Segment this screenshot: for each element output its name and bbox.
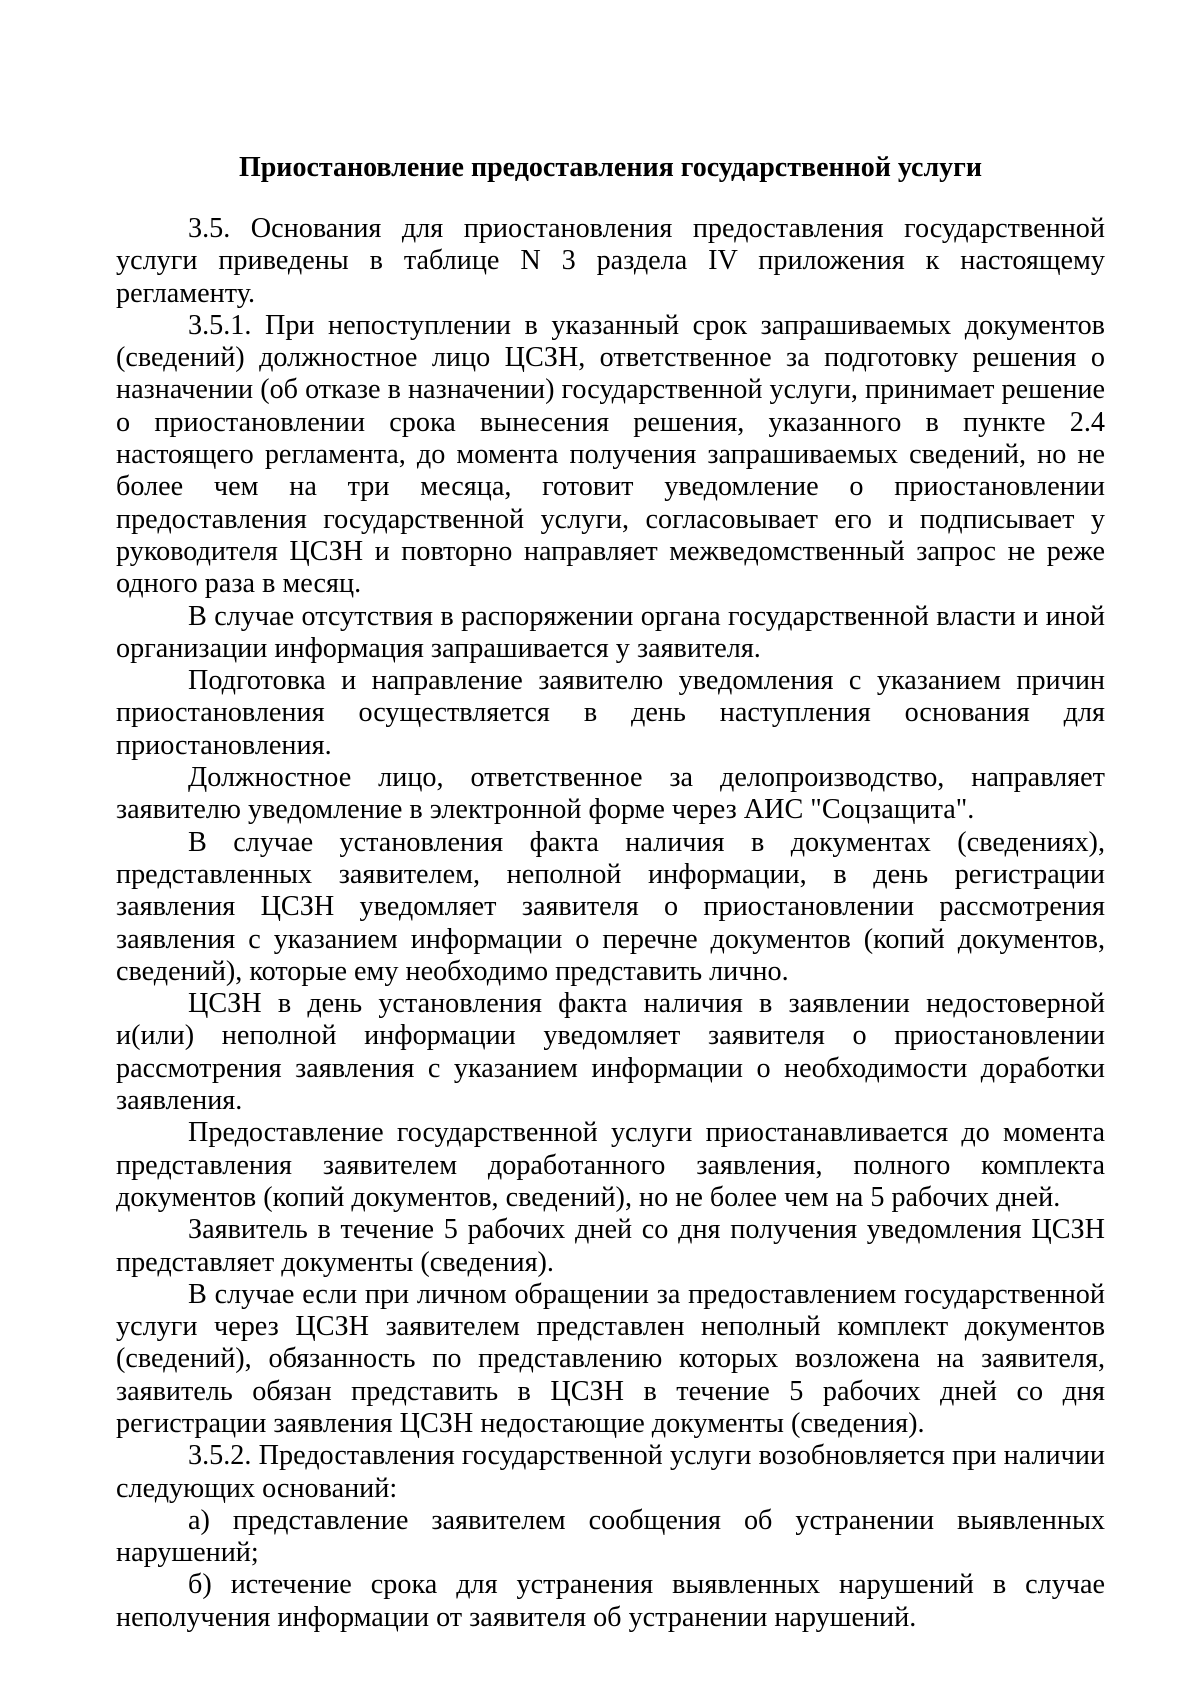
- list-item-a: а) представление заявителем сообщения об устранении выявленных нарушений;: [116, 1504, 1105, 1569]
- paragraph-electronic-notice: Должностное лицо, ответственное за делопроизводство, направляет заявителю уведомление в электронной форме через АИС "Соцзащита".: [116, 762, 1105, 826]
- document-title: Приостановление предоставления государственной услуги: [238, 152, 983, 183]
- paragraph-suspension-period: Предоставление государственной услуги приостанавливается до момента представления заявителем доработанного заявления, полного комплекта документов (копий документов, сведений), но не более чем на 5 рабочих дней.: [116, 1117, 1105, 1213]
- paragraph-personal-appeal: В случае если при личном обращении за предоставлением государственной услуги через ЦСЗН заявителем представлен неполный комплект документов (сведений), обязанность по представлению которых возложена на заявителя, заявитель обязан представить в ЦСЗН в течение 5 рабочих дней со дня регистрации заявления ЦСЗН недостающие документы (сведения).: [116, 1278, 1105, 1439]
- paragraph-3-5-1: 3.5.1. При непоступлении в указанный срок запрашиваемых документов (сведений) должностное лицо ЦСЗН, ответственное за подготовку решения о назначении (об отказе в назначении) государственной услуги, принимает решение о приостановлении срока вынесения решения, указанного в пункте 2.4 настоящего регламента, до момента получения запрашиваемых сведений, но не более чем на три месяца, готовит уведомление о приостановлении предоставления государственной услуги, согласовывает его и подписывает у руководителя ЦСЗН и повторно направляет межведомственный запрос не реже одного раза в месяц.: [116, 309, 1105, 600]
- paragraph-applicant-submission: Заявитель в течение 5 рабочих дней со дня получения уведомления ЦСЗН представляет документы (сведения).: [116, 1214, 1105, 1278]
- paragraph-info-request: В случае отсутствия в распоряжении органа государственной власти и иной организации информация запрашивается у заявителя.: [116, 600, 1105, 664]
- paragraph-unreliable-info: ЦСЗН в день установления факта наличия в заявлении недостоверной и(или) неполной информации уведомляет заявителя о приостановлении рассмотрения заявления с указанием информации о необходимости доработки заявления.: [116, 988, 1105, 1117]
- paragraph-notice-preparation: Подготовка и направление заявителю уведомления с указанием причин приостановления осуществляется в день наступления основания для приостановления.: [116, 665, 1105, 761]
- paragraph-3-5-2: 3.5.2. Предоставления государственной услуги возобновляется при наличии следующих оснований:: [116, 1440, 1105, 1504]
- paragraph-3-5: 3.5. Основания для приостановления предоставления государственной услуги приведены в таблице N 3 раздела IV приложения к настоящему регламенту.: [116, 213, 1105, 309]
- paragraph-incomplete-documents: В случае установления факта наличия в документах (сведениях), представленных заявителем, неполной информации, в день регистрации заявления ЦСЗН уведомляет заявителя о приостановлении рассмотрения заявления с указанием информации о перечне документов (копий документов, сведений), которые ему необходимо представить лично.: [116, 826, 1105, 987]
- document-body: [116, 213, 1105, 1634]
- list-item-b: б) истечение срока для устранения выявленных нарушений в случае неполучения информации от заявителя об устранении нарушений.: [116, 1569, 1105, 1633]
